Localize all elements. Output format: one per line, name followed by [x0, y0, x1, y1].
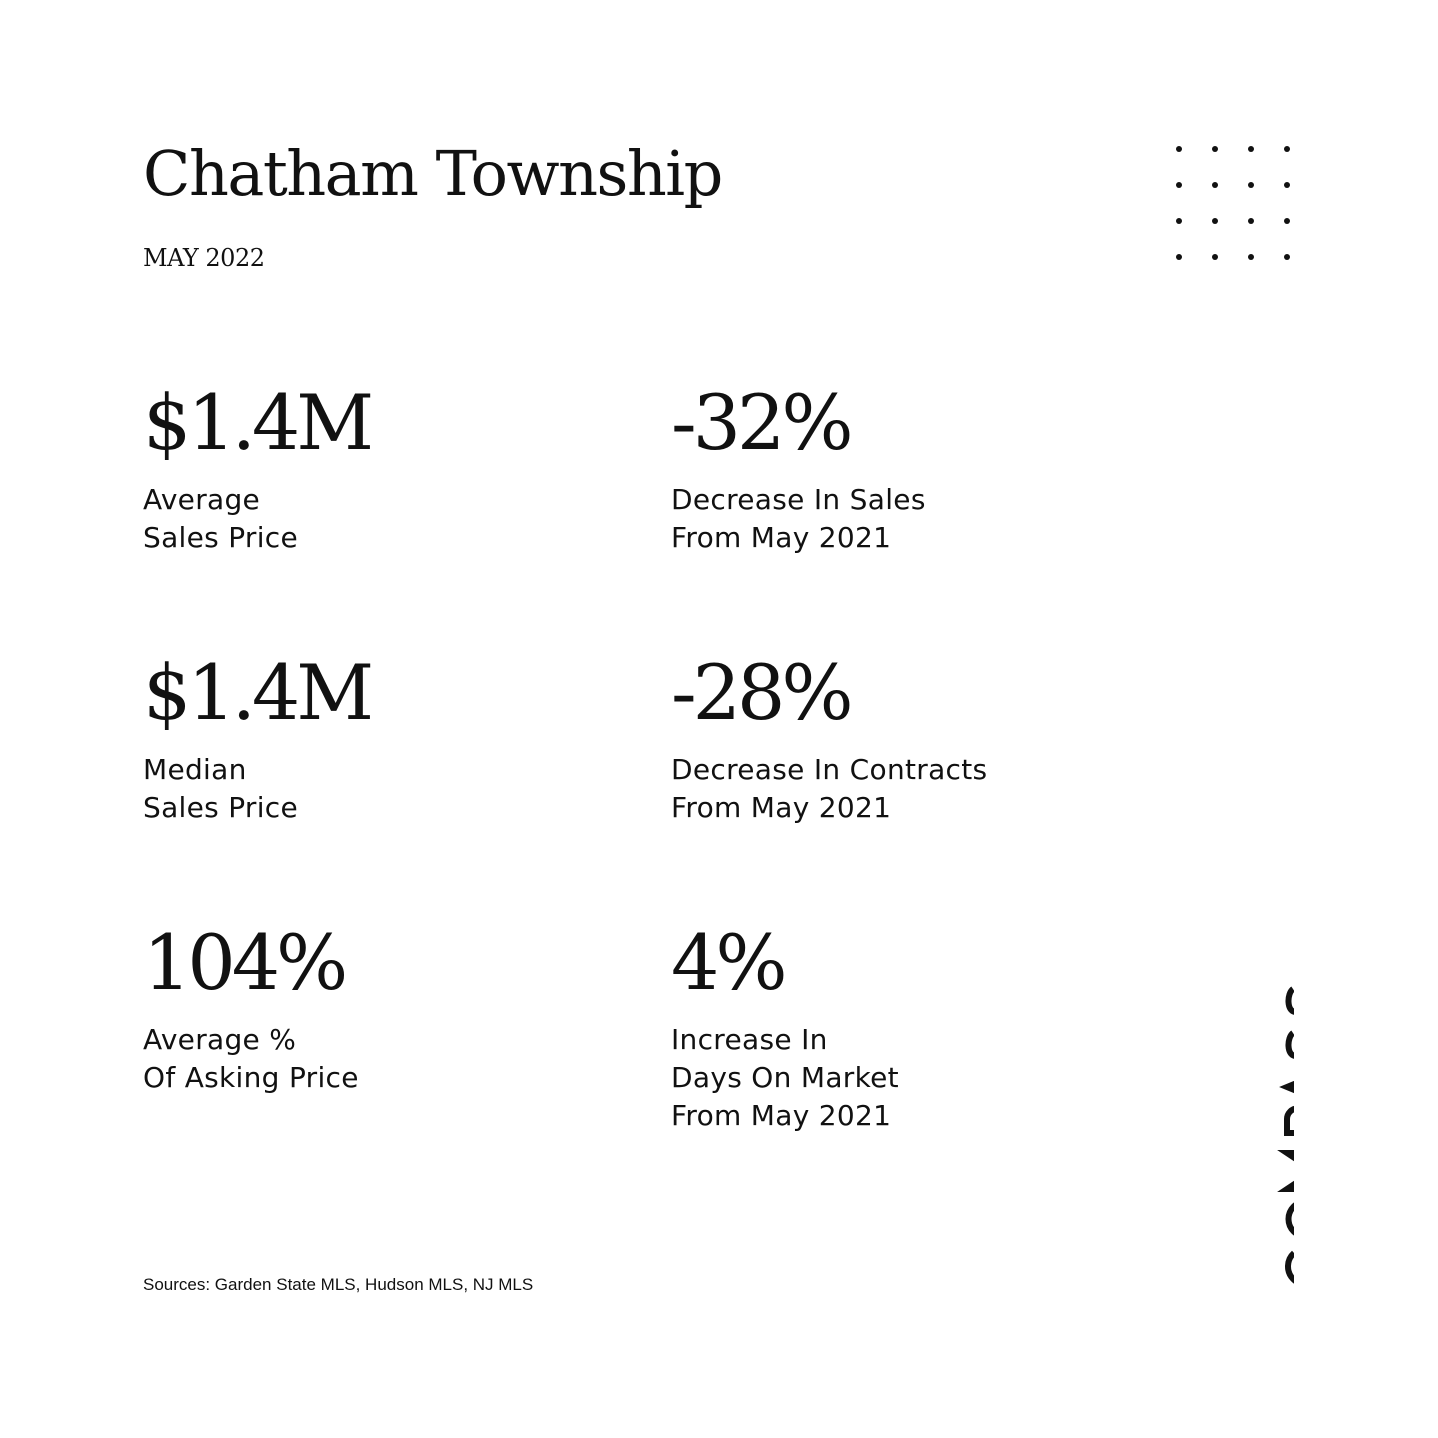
stat-label-line: Decrease In Sales [671, 483, 926, 516]
stat-value: $1.4M [143, 648, 371, 737]
stat-label-line: Days On Market [671, 1061, 899, 1094]
stat-label-line: From May 2021 [671, 521, 892, 554]
stat-days-on-market [671, 918, 1131, 1135]
stat-average-percent-of-asking [143, 918, 603, 1097]
stat-label-line: Sales Price [143, 521, 299, 554]
stat-median-sales-price [143, 648, 603, 827]
stat-label-line: From May 2021 [671, 1099, 892, 1132]
stat-average-sales-price [143, 378, 603, 557]
stat-value: 4% [671, 918, 784, 1007]
stat-label [143, 481, 603, 557]
page-title: Chatham Township [143, 137, 722, 210]
stat-value: 104% [143, 918, 345, 1007]
stat-label-line: Average % [143, 1023, 297, 1056]
stat-label-line: Sales Price [143, 791, 299, 824]
stat-value: -28% [671, 648, 850, 737]
stat-label-line: Of Asking Price [143, 1061, 359, 1094]
compass-logo-icon [1238, 955, 1294, 1295]
stat-label [671, 481, 1131, 557]
stat-label [143, 751, 603, 827]
stat-label [143, 1021, 603, 1097]
stat-label [671, 1021, 1131, 1135]
stat-label [671, 751, 1131, 827]
stat-label-line: Decrease In Contracts [671, 753, 988, 786]
stat-label-line: From May 2021 [671, 791, 892, 824]
stat-value: -32% [671, 378, 850, 467]
stat-decrease-in-sales [671, 378, 1131, 557]
stat-value: $1.4M [143, 378, 371, 467]
stat-label-line: Average [143, 483, 261, 516]
sources-note: Sources: Garden State MLS, Hudson MLS, NJ MLS [143, 1275, 534, 1294]
stat-decrease-in-contracts [671, 648, 1131, 827]
stat-label-line: Increase In [671, 1023, 828, 1056]
report-date: MAY 2022 [143, 244, 265, 272]
stat-label-line: Median [143, 753, 247, 786]
dot-grid-icon [1176, 146, 1296, 264]
